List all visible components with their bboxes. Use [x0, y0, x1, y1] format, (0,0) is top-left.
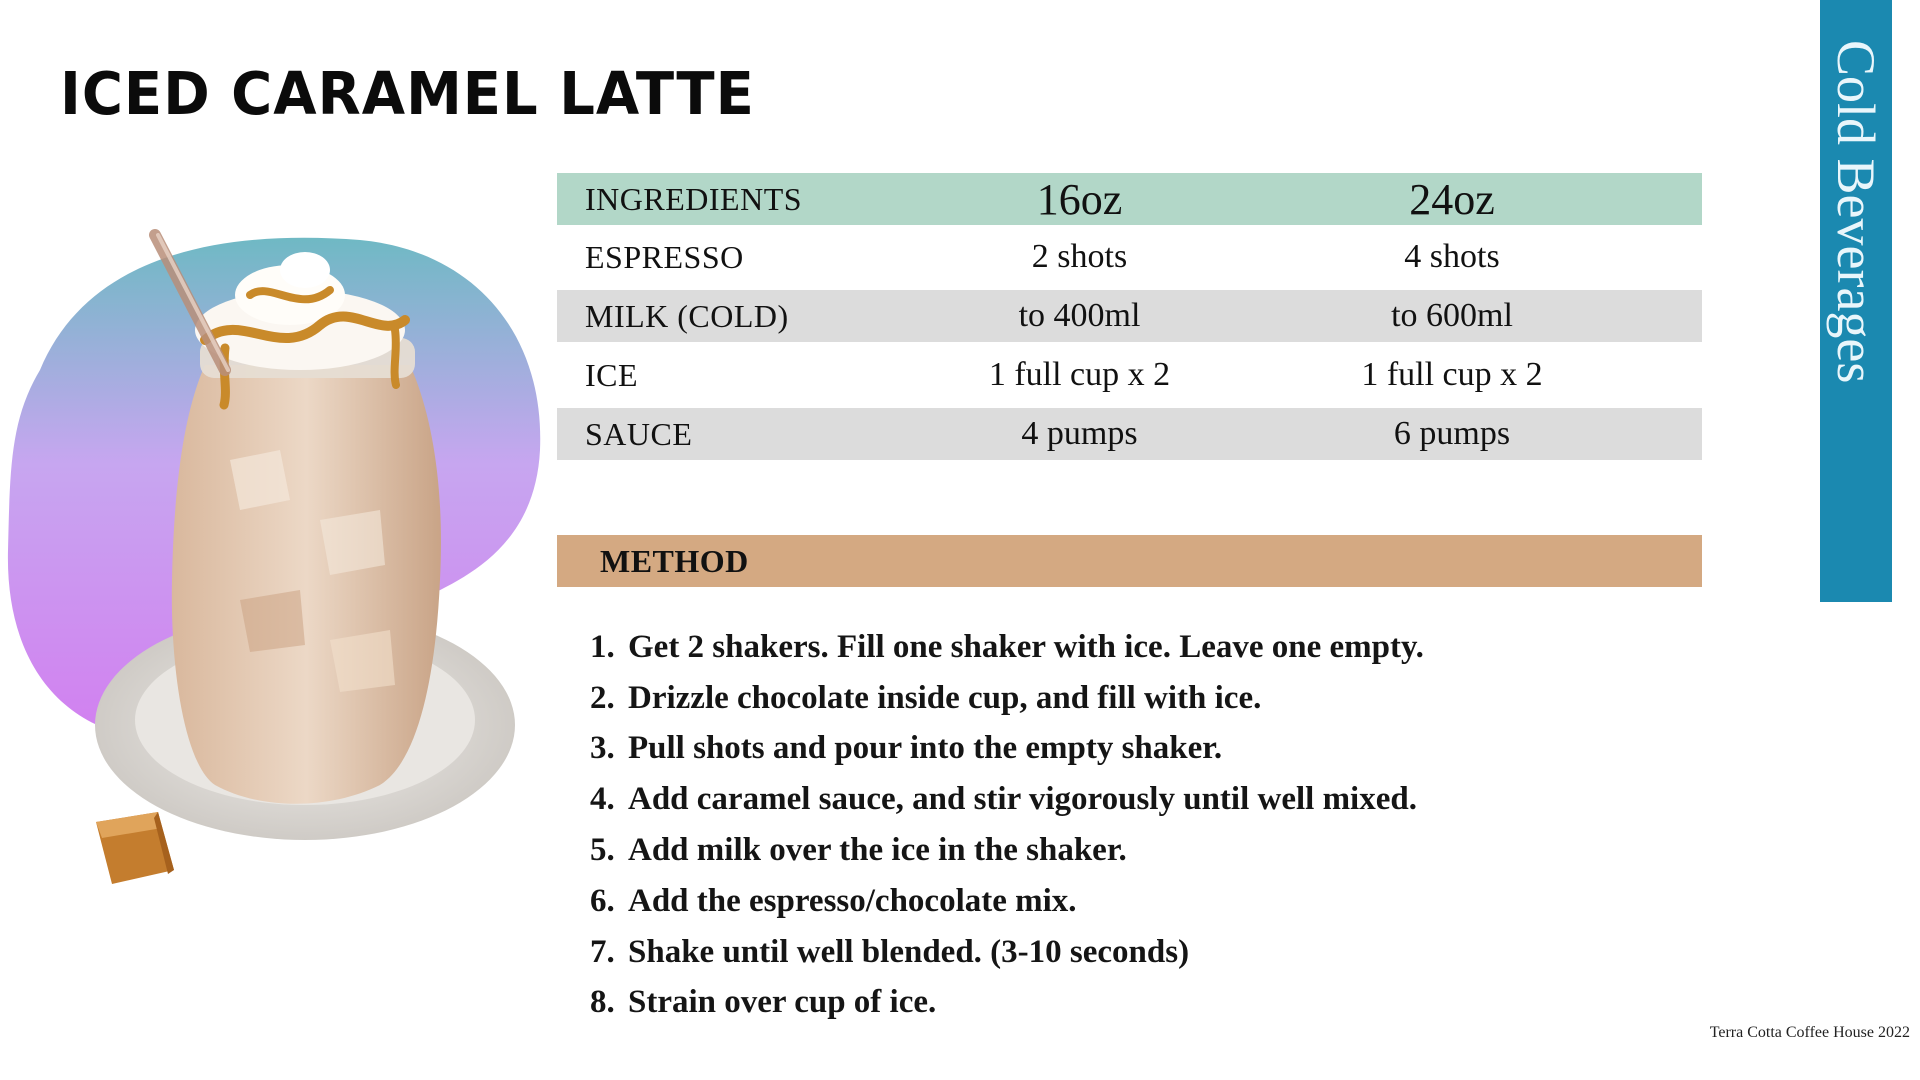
amount-16oz: to 400ml	[1018, 297, 1141, 334]
step-number: 8.	[590, 984, 615, 1021]
category-banner-label: Cold Beverages	[1826, 40, 1886, 384]
step-text: Add milk over the ice in the shaker.	[628, 832, 1127, 869]
step-text: Get 2 shakers. Fill one shaker with ice. Leave one empty.	[628, 628, 1424, 665]
table-header-row	[557, 173, 1702, 225]
amount-16oz: 4 pumps	[1021, 415, 1138, 452]
step-number: 4.	[590, 781, 615, 818]
latte-illustration	[0, 220, 545, 900]
list-item	[590, 774, 1424, 825]
step-text: Drizzle chocolate inside cup, and fill with ice.	[628, 679, 1262, 716]
caramel-candy-icon	[88, 800, 180, 892]
amount-24oz: to 600ml	[1391, 297, 1513, 334]
ingredients-table	[557, 173, 1702, 467]
list-item	[590, 927, 1424, 978]
method-header	[557, 535, 1702, 587]
ingredient-name: SAUCE	[585, 415, 693, 452]
footer-credit: Terra Cotta Coffee House 2022	[1709, 1024, 1910, 1041]
list-item	[590, 673, 1424, 724]
table-row	[557, 290, 1702, 342]
page-title: ICED CARAMEL LATTE	[60, 60, 755, 129]
method-steps	[590, 622, 1424, 1028]
category-banner	[1820, 0, 1892, 602]
amount-24oz: 4 shots	[1404, 238, 1500, 275]
header-16oz: 16oz	[1036, 174, 1123, 224]
table-row	[557, 349, 1702, 401]
step-number: 6.	[590, 882, 615, 919]
amount-24oz: 6 pumps	[1393, 415, 1511, 452]
list-item	[590, 724, 1424, 775]
step-text: Add the espresso/chocolate mix.	[628, 882, 1077, 919]
step-number: 5.	[590, 832, 615, 869]
step-number: 2.	[590, 679, 615, 716]
ingredient-name: MILK (COLD)	[585, 297, 789, 334]
header-ingredients: INGREDIENTS	[585, 180, 803, 217]
step-text: Add caramel sauce, and stir vigorously until well mixed.	[628, 781, 1417, 818]
step-text: Strain over cup of ice.	[628, 984, 937, 1021]
list-item	[590, 622, 1424, 673]
table-row	[557, 408, 1702, 460]
amount-16oz: 1 full cup x 2	[988, 356, 1171, 393]
amount-24oz: 1 full cup x 2	[1361, 356, 1543, 393]
method-heading: METHOD	[600, 542, 749, 579]
header-24oz: 24oz	[1409, 174, 1495, 224]
step-number: 7.	[590, 933, 615, 970]
list-item	[590, 978, 1424, 1029]
ingredient-name: ICE	[585, 356, 639, 393]
step-number: 1.	[590, 628, 615, 665]
step-text: Pull shots and pour into the empty shaker.	[628, 730, 1223, 767]
amount-16oz: 2 shots	[1031, 238, 1128, 275]
step-number: 3.	[590, 730, 615, 767]
list-item	[590, 825, 1424, 876]
list-item	[590, 876, 1424, 927]
table-row	[557, 231, 1702, 283]
step-text: Shake until well blended. (3-10 seconds)	[628, 933, 1190, 970]
ingredient-name: ESPRESSO	[585, 238, 744, 275]
